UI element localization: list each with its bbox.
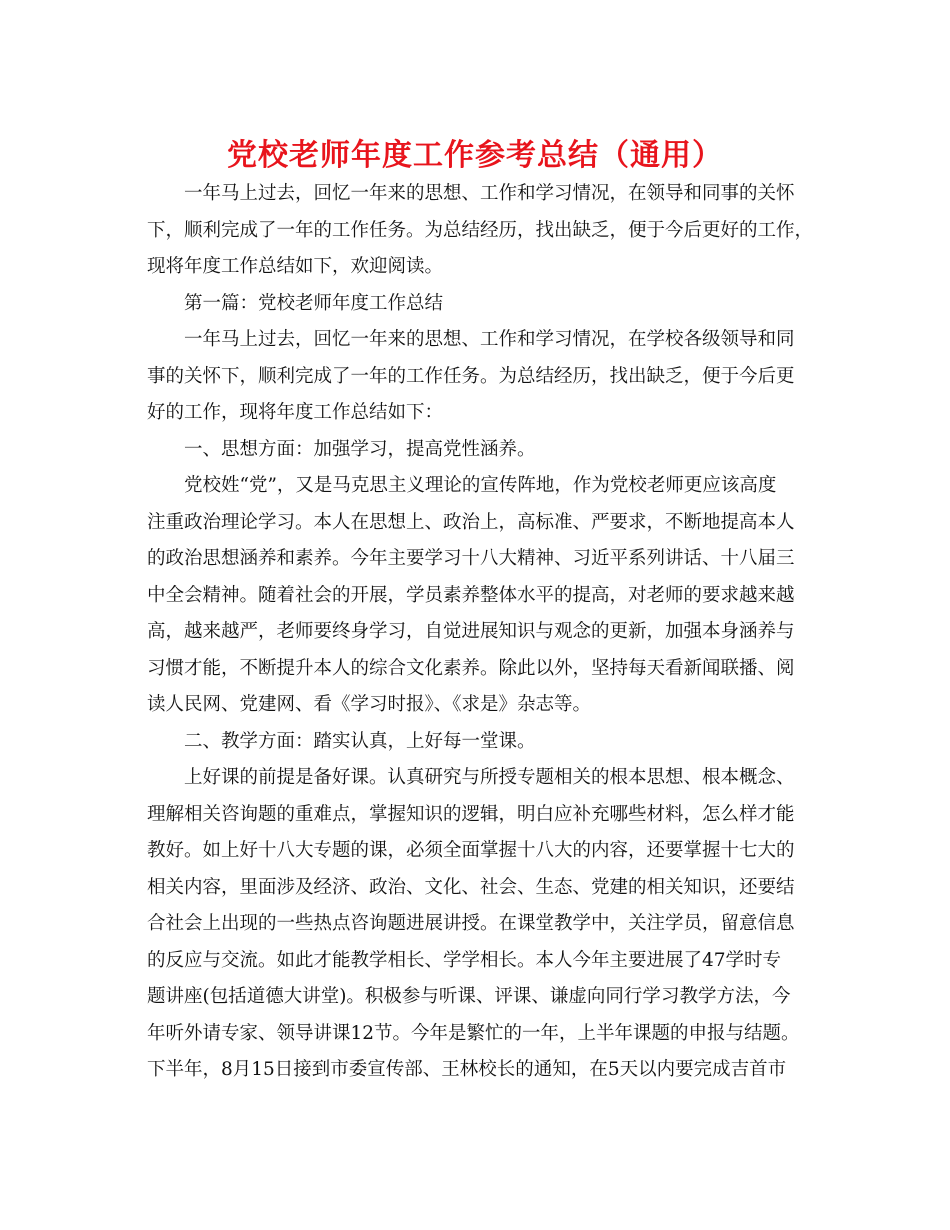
body-line: 一、思想方面：加强学习，提高党性涵养。 xyxy=(184,438,536,460)
document-title: 党校老师年度工作参考总结（通用） xyxy=(227,138,723,173)
body-line: 题讲座(包括道德大讲堂)。积极参与听课、评课、谦虚向同行学习教学方法，今 xyxy=(147,986,791,1007)
body-line: 的政治思想涵养和素养。今年主要学习十八大精神、习近平系列讲话、十八届三 xyxy=(147,548,795,569)
body-line: 第一篇：党校老师年度工作总结 xyxy=(184,292,444,314)
body-line: 的反应与交流。如此才能教学相长、学学相长。本人今年主要进展了47学时专 xyxy=(147,949,782,971)
document-body xyxy=(147,176,814,1089)
body-line: 理解相关咨询题的重难点，掌握知识的逻辑，明白应补充哪些材料，怎么样才能 xyxy=(147,803,795,825)
body-line: 合社会上出现的一些热点咨询题进展讲授。在课堂教学中，关注学员，留意信息 xyxy=(147,913,795,934)
body-line: 教好。如上好十八大专题的课，必须全面掌握十八大的内容，还要掌握十七大的 xyxy=(147,840,795,861)
body-line: 习惯才能，不断提升本人的综合文化素养。除此以外，坚持每天看新闻联播、阅 xyxy=(147,657,795,679)
body-line: 高，越来越严，老师要终身学习，自觉进展知识与观念的更新，加强本身涵养与 xyxy=(147,621,795,642)
body-line: 二、教学方面：踏实认真，上好每一堂课。 xyxy=(184,730,536,752)
body-line: 注重政治理论学习。本人在思想上、政治上，高标准、严要求，不断地提高本人 xyxy=(147,511,795,533)
body-line: 下，顺利完成了一年的工作任务。为总结经历，找出缺乏，便于今后更好的工作， xyxy=(147,219,814,241)
body-line: 现将年度工作总结如下，欢迎阅读。 xyxy=(147,256,444,277)
body-line: 上好课的前提是备好课。认真研究与所授专题相关的根本思想、根本概念、 xyxy=(184,767,795,788)
body-line: 读人民网、党建网、看《学习时报》、《求是》杂志等。 xyxy=(147,694,592,715)
body-line: 中全会精神。随着社会的开展，学员素养整体水平的提高，对老师的要求越来越 xyxy=(147,584,795,606)
body-line: 下半年，8月15日接到市委宣传部、王林校长的通知，在5天以内要完成吉首市 xyxy=(147,1059,787,1080)
body-line: 一年马上过去，回忆一年来的思想、工作和学习情况，在领导和同事的关怀 xyxy=(184,183,795,204)
body-line: 相关内容，里面涉及经济、政治、文化、社会、生态、党建的相关知识，还要结 xyxy=(147,876,795,898)
body-line: 好的工作，现将年度工作总结如下： xyxy=(147,402,444,423)
body-line: 事的关怀下，顺利完成了一年的工作任务。为总结经历，找出缺乏，便于今后更 xyxy=(147,365,795,387)
body-line: 党校姓“党”，又是马克思主义理论的宣传阵地，作为党校老师更应该高度 xyxy=(184,475,777,496)
body-line: 年听外请专家、领导讲课12节。今年是繁忙的一年，上半年课题的申报与结题。 xyxy=(147,1022,800,1044)
body-line: 一年马上过去，回忆一年来的思想、工作和学习情况，在学校各级领导和同 xyxy=(184,329,795,350)
